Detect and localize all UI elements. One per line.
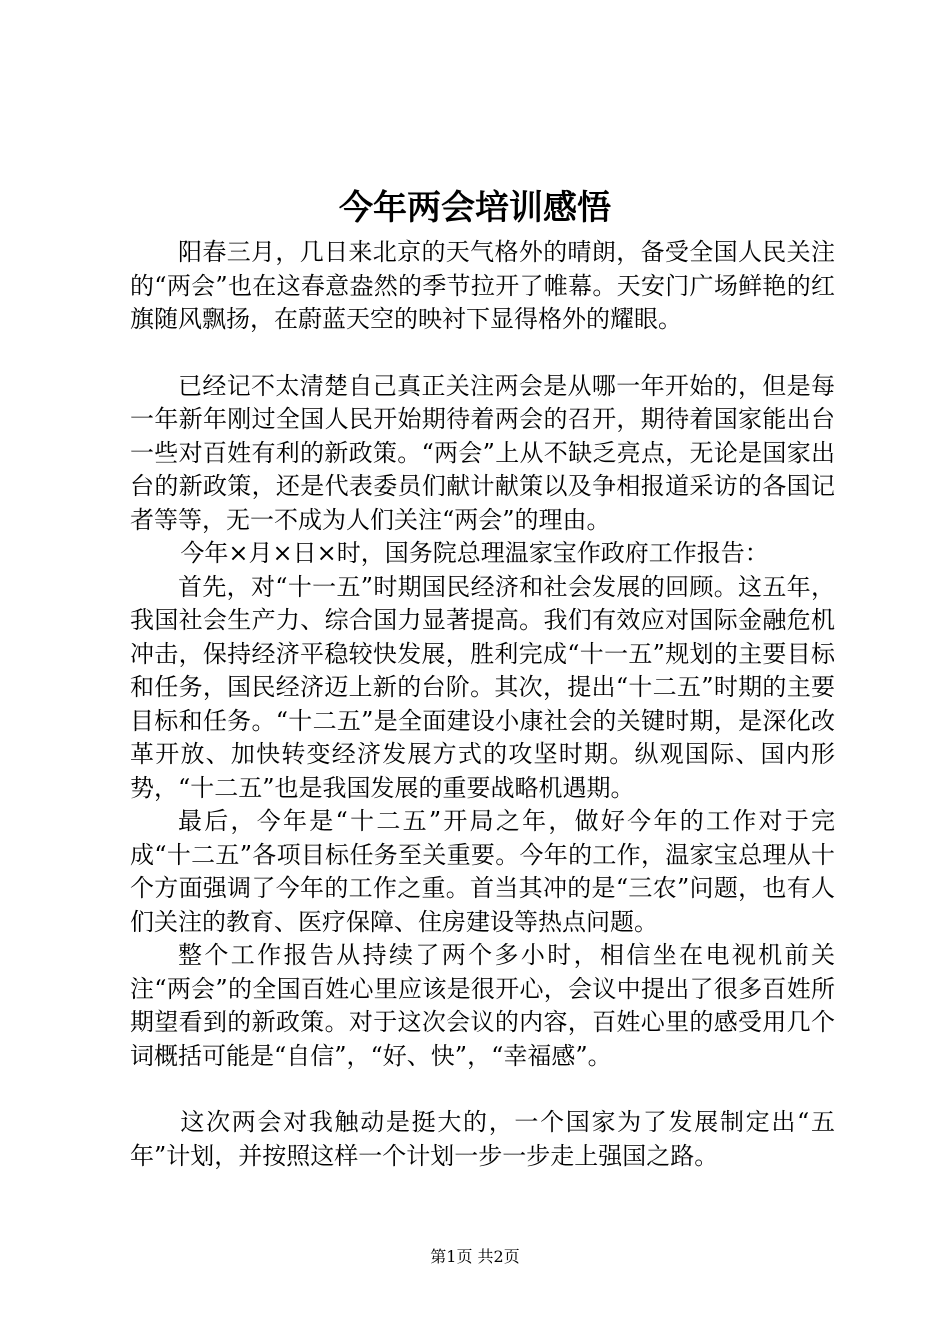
- paragraph: 首先，对“十一五”时期国民经济和社会发展的回顾。这五年，我国社会生产力、综合国力显著提高。我们有效应对国际金融危机冲击，保持经济平稳较快发展，胜利完成“十一五”规划的主要目标和任务，国民经济迈上新的台阶。其次，提出“十二五”时期的主要目标和任务。“十二五”是全面建设小康社会的关键时期，是深化改革开放、加快转变经济发展方式的攻坚时期。纵观国际、国内形势，“十二五”也是我国发展的重要战略机遇期。: [130, 572, 835, 802]
- paragraph: 最后，今年是“十二五”开局之年，做好今年的工作对于完成“十二五”各项目标任务至关重要。今年的工作，温家宝总理从十个方面强调了今年的工作之重。首当其冲的是“三农”问题，也有人们关注的教育、医疗保障、住房建设等热点问题。: [130, 807, 835, 936]
- paragraph: 这次两会对我触动是挺大的，一个国家为了发展制定出“五年”计划，并按照这样一个计划一步一步走上强国之路。: [130, 1108, 835, 1170]
- paragraph: 已经记不太清楚自己真正关注两会是从哪一年开始的，但是每一年新年刚过全国人民开始期待着两会的召开，期待着国家能出台一些对百姓有利的新政策。“两会”上从不缺乏亮点，无论是国家出台的新政策，还是代表委员们献计献策以及争相报道采访的各国记者等等，无一不成为人们关注“两会”的理由。: [130, 371, 835, 534]
- paragraph: 今年×月×日×时，国务院总理温家宝作政府工作报告：: [180, 539, 769, 567]
- page-footer: 第1页 共2页: [430, 1247, 520, 1266]
- document-title: 今年两会培训感悟: [339, 188, 611, 228]
- paragraph: 阳春三月，几日来北京的天气格外的晴朗，备受全国人民关注的“两会”也在这春意盎然的季节拉开了帷幕。天安门广场鲜艳的红旗随风飘扬，在蔚蓝天空的映衬下显得格外的耀眼。: [130, 238, 835, 333]
- paragraph: 整个工作报告从持续了两个多小时，相信坐在电视机前关注“两会”的全国百姓心里应该是很开心，会议中提出了很多百姓所期望看到的新政策。对于这次会议的内容，百姓心里的感受用几个词概括可能是“自信”，“好、快”，“幸福感”。: [130, 941, 835, 1070]
- document-body: [130, 236, 835, 1173]
